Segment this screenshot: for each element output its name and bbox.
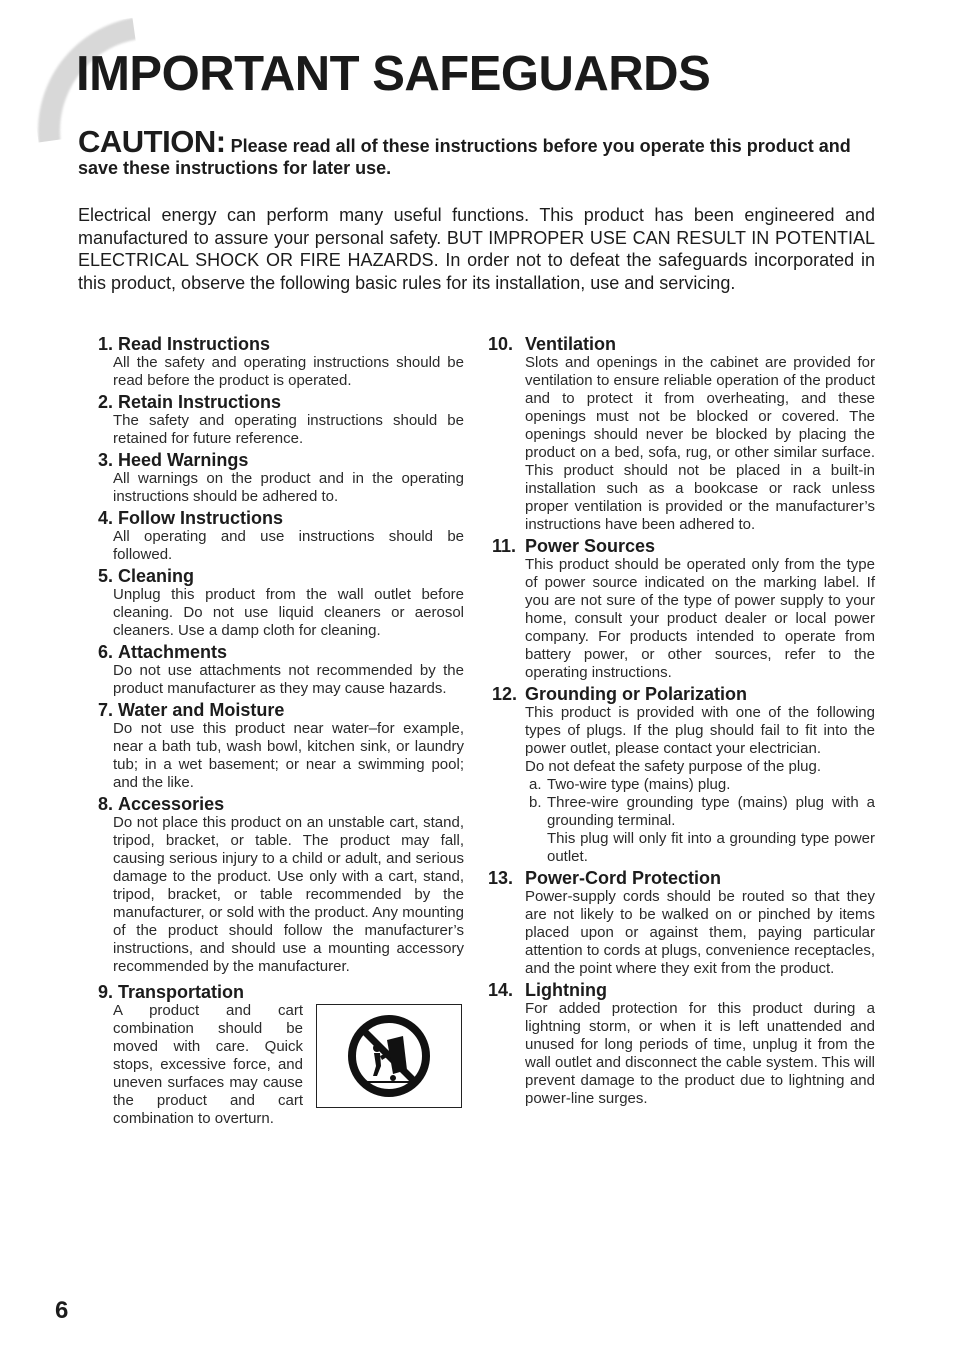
safeguard-item	[78, 508, 464, 564]
item-number: 1.	[97, 334, 113, 354]
item-text: A product and cart combination should be moved with care. Quick stops, excessive force, and uneven surfaces may cause the product and cart combination to overturn.	[113, 1002, 303, 1127]
item-number: 8.	[97, 794, 113, 814]
item-heading	[78, 508, 464, 528]
item-text: All the safety and operating instructions should be read before the product is operated.	[113, 354, 464, 389]
item-title: Grounding or Polarization	[525, 684, 747, 704]
item-number: 10.	[488, 334, 514, 354]
item-heading	[488, 334, 875, 354]
item-number: 2.	[97, 392, 113, 412]
item-heading	[78, 794, 464, 814]
transport-block	[113, 1002, 464, 1128]
safeguard-item	[488, 536, 875, 682]
item-text: Do not use attachments not recommended by the product manufacturer as they may cause hazards.	[113, 662, 464, 697]
safeguard-item	[78, 566, 464, 640]
item-text: Do not use this product near water–for example, near a bath tub, wash bowl, kitchen sink, or laundry tub; in a wet basement; or near a swimming pool; and the like.	[113, 720, 464, 791]
item-number: 9.	[97, 982, 113, 1002]
list-item	[525, 830, 875, 866]
item-heading	[78, 642, 464, 662]
list-text: Two-wire type (mains) plug.	[547, 776, 731, 793]
caution-label: CAUTION:	[78, 124, 226, 159]
item-title: Cleaning	[118, 566, 195, 586]
item-number: 6.	[97, 642, 113, 662]
item-text: Unplug this product from the wall outlet before cleaning. Do not use liquid cleaners or aerosol cleaners. Use a damp cloth for cleaning.	[113, 586, 464, 639]
item-heading	[78, 392, 464, 412]
safeguard-item	[78, 392, 464, 448]
item-title: Ventilation	[525, 334, 617, 354]
page-title: IMPORTANT SAFEGUARDS	[76, 47, 711, 101]
item-text: All operating and use instructions should be followed.	[113, 528, 464, 563]
item-heading	[488, 980, 875, 1000]
safeguard-item	[78, 982, 464, 1128]
cart-tip-over-warning-icon	[347, 1014, 431, 1098]
item-heading	[488, 868, 875, 888]
item-title: Accessories	[118, 794, 225, 814]
item-title: Read Instructions	[118, 334, 271, 354]
item-number: 12.	[492, 684, 518, 704]
intro-paragraph: Electrical energy can perform many useful functions. This product has been engineered and manufactured to assure your personal safety. BUT IMPROPER USE CAN RESULT IN POTENTIAL ELECTRICAL SHOCK OR FIRE HAZARDS. In order not to defeat the safeguards incorporated in this product, observe the following basic rules for its installation, use and servicing.	[78, 205, 875, 294]
safeguard-item	[488, 684, 875, 866]
item-text: For added protection for this product during a lightning storm, or when it is left unattended and unused for long periods of time, unplug it from the wall outlet and disconnect the cable system. This will prevent damage to the product due to lightning and power-line surges.	[525, 1000, 875, 1107]
item-number: 7.	[97, 700, 113, 720]
item-text-secondary: Do not defeat the safety purpose of the plug.	[525, 758, 822, 775]
plug-type-list	[525, 776, 875, 866]
item-title: Attachments	[118, 642, 228, 662]
safeguard-item	[78, 450, 464, 506]
safeguard-item	[78, 794, 464, 976]
item-heading	[78, 982, 464, 1002]
caution-notice	[78, 124, 888, 179]
item-text: This product is provided with one of the following types of plugs. If the plug should fail to fit into the power outlet, please contact your electrician.	[525, 704, 875, 757]
item-text: Do not place this product on an unstable cart, stand, tripod, bracket, or table. The product may fall, causing serious injury to a child or adult, and serious damage to the product. Use only with a cart, stand, tripod, bracket, or table recommended by the manufacturer, or sold with the product. Any mounting of the product should follow the manufacturer’s instructions, and should use a mounting accessory recommended by the manufacturer.	[113, 814, 464, 975]
safeguards-right-column	[488, 334, 875, 1110]
item-text: All warnings on the product and in the operating instructions should be adhered to.	[113, 470, 464, 505]
list-item	[525, 776, 875, 794]
item-title: Transportation	[118, 982, 245, 1002]
item-heading	[78, 450, 464, 470]
item-title: Lightning	[525, 980, 607, 1000]
item-number: 11.	[492, 536, 517, 556]
item-heading	[78, 334, 464, 354]
item-title: Heed Warnings	[118, 450, 249, 470]
list-letter: b.	[529, 794, 542, 811]
item-number: 4.	[97, 508, 113, 528]
item-text: The safety and operating instructions should be retained for future reference.	[113, 412, 464, 447]
item-text: Power-supply cords should be routed so that they are not likely to be walked on or pinched by items placed upon or against them, paying particular attention to cords at plugs, convenience receptacles, and the point where they exit from the product.	[525, 888, 875, 977]
item-heading	[78, 700, 464, 720]
item-title: Follow Instructions	[118, 508, 284, 528]
item-heading	[488, 684, 875, 704]
page-number: 6	[55, 1297, 69, 1324]
item-title: Retain Instructions	[118, 392, 282, 412]
list-text: Three-wire grounding type (mains) plug with a grounding terminal.	[547, 794, 875, 829]
item-number: 5.	[97, 566, 113, 586]
caution-text: Please read all of these instructions before you operate this product and save these instructions for later use.	[78, 136, 851, 178]
item-title: Water and Moisture	[118, 700, 285, 720]
item-number: 13.	[488, 868, 514, 888]
safeguards-left-column	[78, 334, 464, 1130]
safeguard-item	[78, 334, 464, 390]
item-heading	[78, 566, 464, 586]
item-number: 14.	[488, 980, 514, 1000]
item-title: Power Sources	[525, 536, 656, 556]
list-letter: a.	[529, 776, 542, 793]
safeguard-item	[488, 980, 875, 1108]
safeguard-item	[78, 700, 464, 792]
safeguard-item	[488, 334, 875, 534]
list-item	[525, 794, 875, 830]
item-heading	[488, 536, 875, 556]
list-note: This plug will only fit into a grounding type power outlet.	[547, 830, 875, 865]
safeguard-item	[78, 642, 464, 698]
item-number: 3.	[97, 450, 113, 470]
safeguard-item	[488, 868, 875, 978]
item-text: Slots and openings in the cabinet are provided for ventilation to ensure reliable operation of the product and to protect it from overheating, and these openings must not be blocked or covered. The openings should never be blocked by placing the product on a bed, sofa, rug, or other similar surface. This product should not be placed in a built-in installation such as a bookcase or rack unless proper ventilation is provided or the manufacturer’s instructions have been adhered to.	[525, 354, 875, 533]
item-text: This product should be operated only from the type of power source indicated on the marking label. If you are not sure of the type of power supply to your home, consult your product dealer or local power company. For products intended to operate from battery power, or other sources, refer to the operating instructions.	[525, 556, 875, 681]
item-title: Power-Cord Protection	[525, 868, 722, 888]
cart-warning-figure	[316, 1004, 462, 1108]
